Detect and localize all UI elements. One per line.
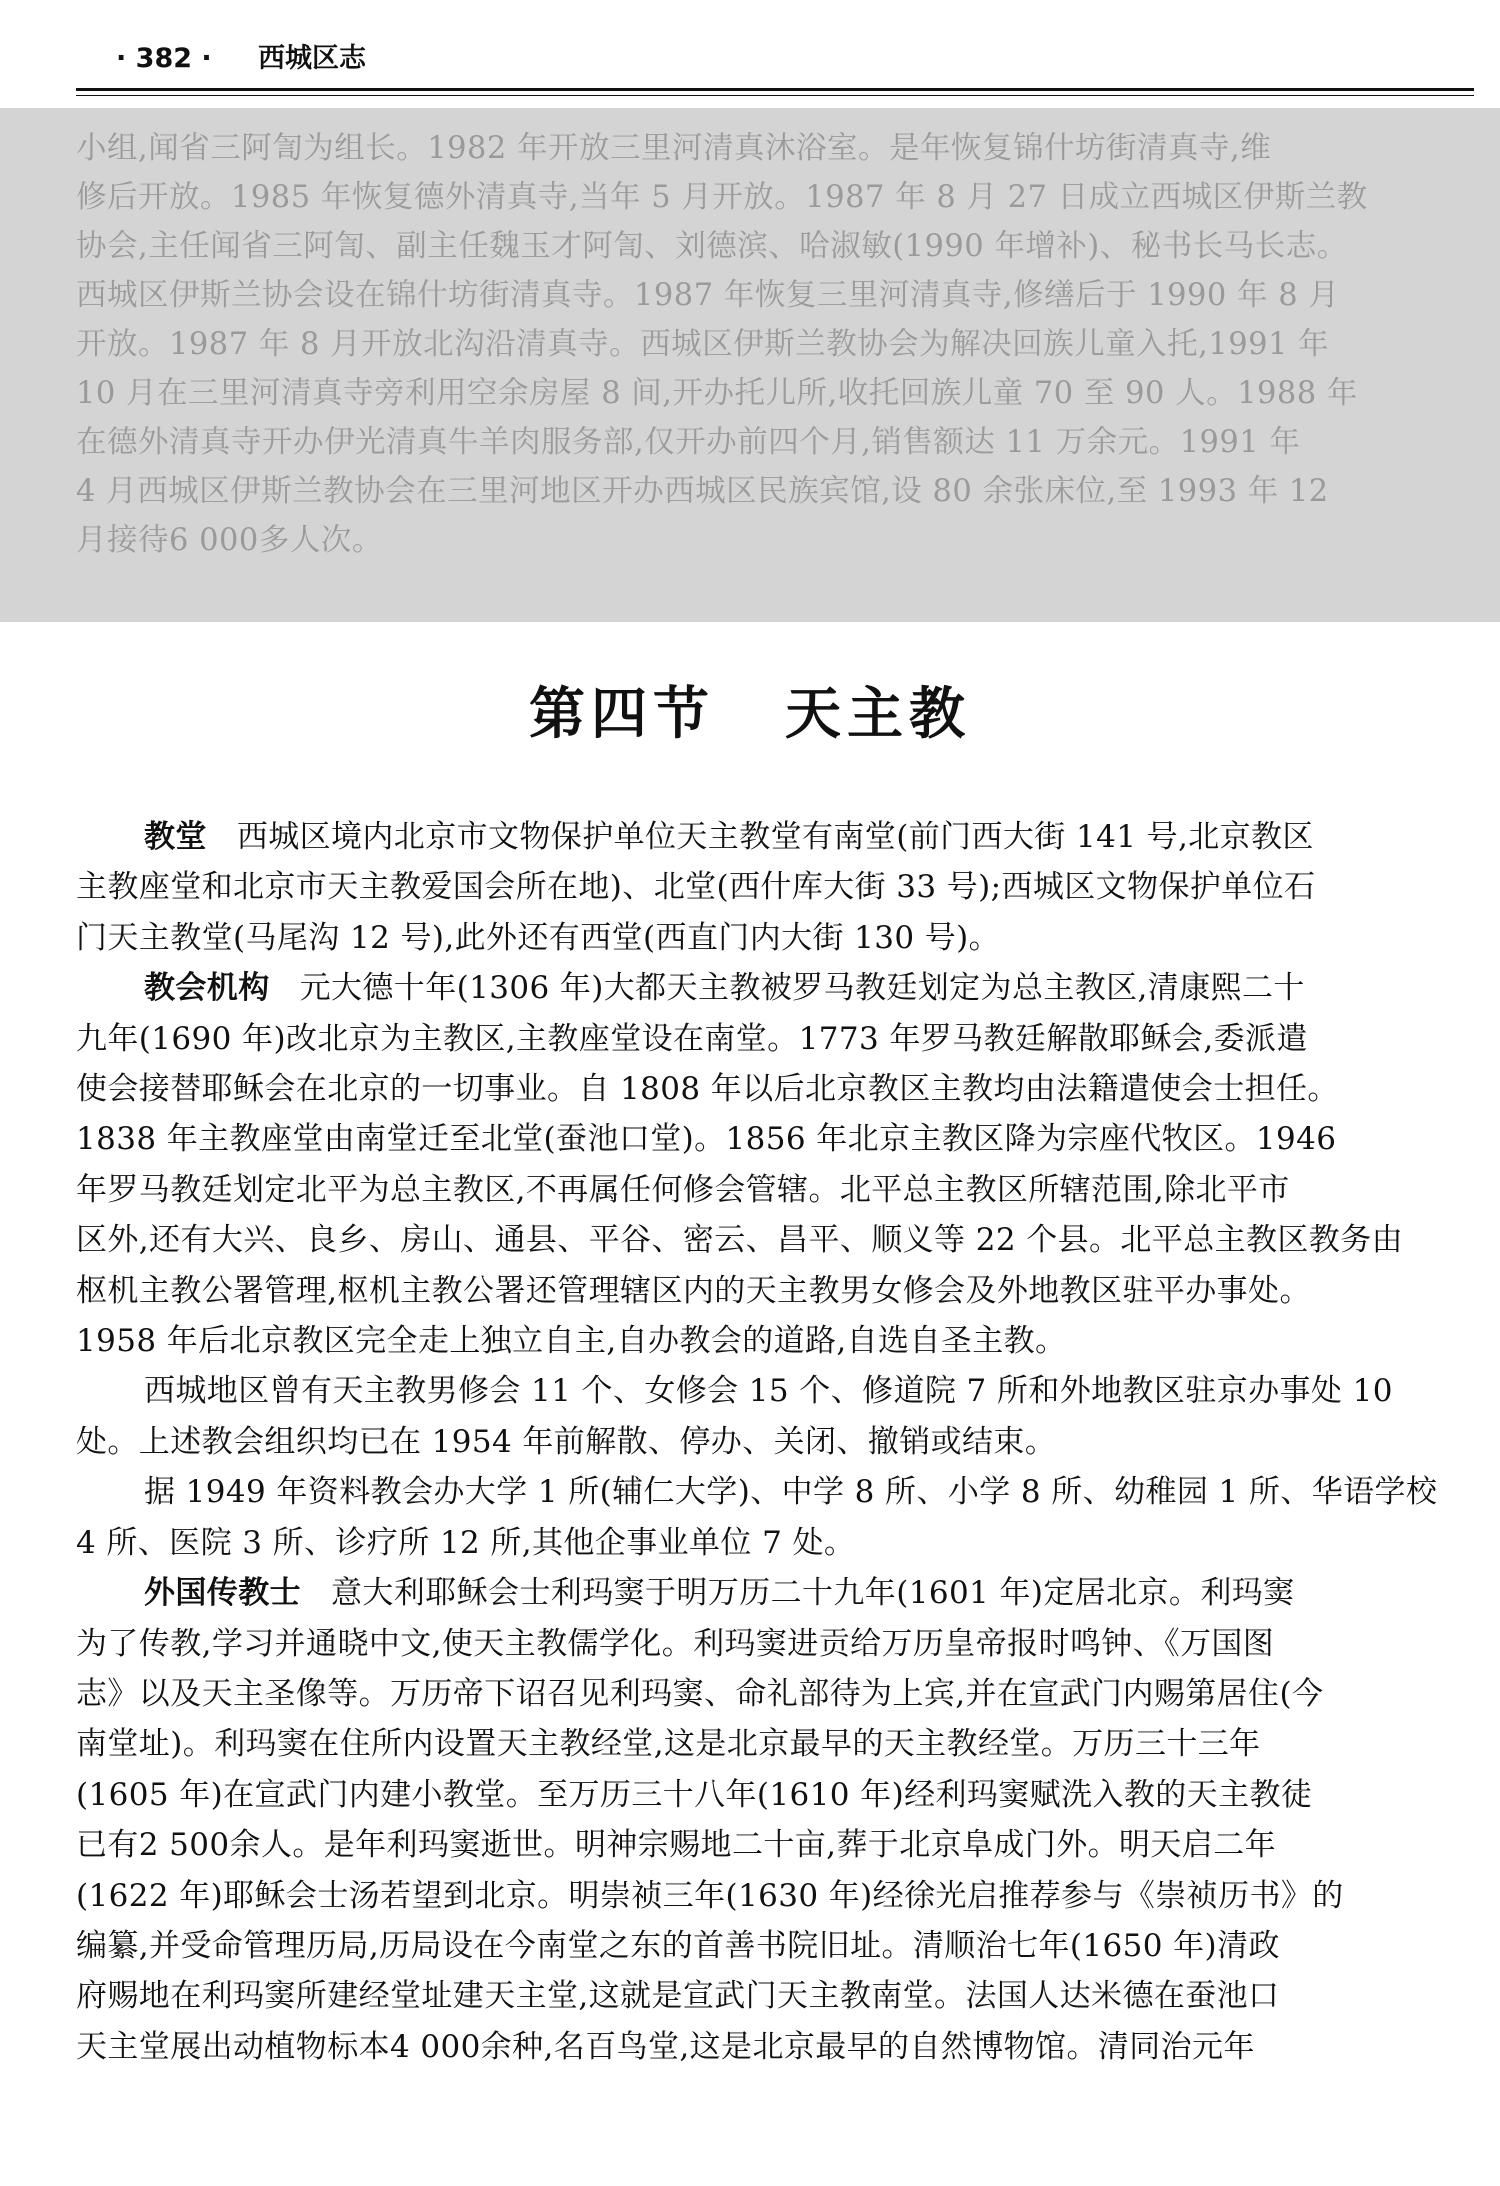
- running-header: [80, 36, 1470, 82]
- paragraph-missionary-line: 编纂,并受命管理历局,历局设在今南堂之东的首善书院旧址。清顺治七年(1650 年)清政: [76, 1927, 1280, 1964]
- paragraph-org-line: 年罗马教廷划定北平为总主教区,不再属任何修会管辖。北平总主教区所辖范围,除北平市: [76, 1171, 1290, 1208]
- body-text: [76, 812, 1474, 2072]
- paragraph-missionary-line: 为了传教,学习并通晓中文,使天主教儒学化。利玛窦进贡给万历皇帝报时鸣钟、《万国图: [76, 1625, 1275, 1662]
- paragraph-org-line: 区外,还有大兴、良乡、房山、通县、平谷、密云、昌平、顺义等 22 个县。北平总主教区教务由: [76, 1222, 1404, 1259]
- book-title: 西城区志: [258, 43, 366, 74]
- paragraph-schools-line: 据 1949 年资料教会办大学 1 所(辅仁大学)、中学 8 所、小学 8 所、幼稚园 1 所、华语学校: [144, 1474, 1438, 1511]
- keyword-churches: 教堂: [144, 819, 207, 855]
- text-line: 开放。1987 年 8 月开放北沟沿清真寺。西城区伊斯兰教协会为解决回族儿童入托,1991 年: [76, 327, 1330, 362]
- section-number: 第四节: [529, 681, 715, 747]
- text-line: 修后开放。1985 年恢复德外清真寺,当年 5 月开放。1987 年 8 月 27 日成立西城区伊斯兰教: [76, 180, 1368, 215]
- page-number: · 382 ·: [116, 43, 212, 74]
- text-line: 协会,主任闻省三阿訇、副主任魏玉才阿訇、刘德滨、哈淑敏(1990 年增补)、秘书长马长志。: [76, 229, 1348, 264]
- paragraph-missionary-line: 已有2 500余人。是年利玛窦逝世。明神宗赐地二十亩,葬于北京阜成门外。明天启二年: [76, 1827, 1276, 1864]
- paragraph-org-line: 使会接替耶稣会在北京的一切事业。自 1808 年以后北京教区主教均由法籍遣使会士担任。: [76, 1071, 1339, 1108]
- highlighted-paragraph-block: [0, 108, 1500, 622]
- paragraph-orders-line: 处。上述教会组织均已在 1954 年前解散、停办、关闭、撤销或结束。: [76, 1423, 1057, 1460]
- paragraph-churches-line: 教堂 西城区境内北京市文物保护单位天主教堂有南堂(前门西大街 141 号,北京教区: [144, 819, 1314, 855]
- paragraph-org-line: 九年(1690 年)改北京为主教区,主教座堂设在南堂。1773 年罗马教廷解散耶稣会,委派遣: [76, 1020, 1308, 1057]
- section-heading: [0, 670, 1500, 750]
- paragraph-missionary-line: (1605 年)在宣武门内建小教堂。至万历三十八年(1610 年)经利玛窦赋洗入教的天主教徒: [76, 1776, 1313, 1813]
- paragraph-missionary-line: 志》以及天主圣像等。万历帝下诏召见利玛窦、命礼部待为上宾,并在宣武门内赐第居住(今: [76, 1675, 1324, 1712]
- text-line: 月接待6 000多人次。: [76, 523, 383, 558]
- highlighted-paragraph: [76, 124, 1474, 565]
- text-line: 4 月西城区伊斯兰教协会在三里河地区开办西城区民族宾馆,设 80 余张床位,至 1993 年 12: [76, 474, 1329, 509]
- paragraph-missionary-line: (1622 年)耶稣会士汤若望到北京。明崇祯三年(1630 年)经徐光启推荐参与《崇祯历书》的: [76, 1877, 1344, 1914]
- paragraph-org-line: 1838 年主教座堂由南堂迁至北堂(蚕池口堂)。1856 年北京主教区降为宗座代牧区。1946: [76, 1121, 1337, 1158]
- paragraph-missionary-line: 天主堂展出动植物标本4 000余种,名百鸟堂,这是北京最早的自然博物馆。清同治元年: [76, 2028, 1255, 2065]
- text-line: 西城区伊斯兰协会设在锦什坊街清真寺。1987 年恢复三里河清真寺,修缮后于 1990 年 8 月: [76, 278, 1340, 313]
- paragraph-churches-line: 主教座堂和北京市天主教爱国会所在地)、北堂(西什库大街 33 号);西城区文物保护单位石: [76, 869, 1316, 906]
- paragraph-missionary-line: 府赐地在利玛窦所建经堂址建天主堂,这就是宣武门天主教南堂。法国人达米德在蚕池口: [76, 1978, 1280, 2015]
- paragraph-orders-line: 西城地区曾有天主教男修会 11 个、女修会 15 个、修道院 7 所和外地教区驻京办事处 10: [144, 1373, 1393, 1410]
- text-line: 10 月在三里河清真寺旁利用空余房屋 8 间,开办托儿所,收托回族儿童 70 至 90 人。1988 年: [76, 376, 1358, 411]
- text-line: 小组,闻省三阿訇为组长。1982 年开放三里河清真沐浴室。是年恢复锦什坊街清真寺,维: [76, 131, 1272, 166]
- keyword-org: 教会机构: [144, 970, 270, 1007]
- text-line: 在德外清真寺开办伊光清真牛羊肉服务部,仅开办前四个月,销售额达 11 万余元。1991 年: [76, 425, 1301, 460]
- section-name: 天主教: [785, 681, 971, 747]
- paragraph-org-line: 1958 年后北京教区完全走上独立自主,自办教会的道路,自选自圣主教。: [76, 1323, 1067, 1360]
- paragraph-churches-line: 门天主教堂(马尾沟 12 号),此外还有西堂(西直门内大街 130 号)。: [76, 919, 1001, 956]
- paragraph-schools-line: 4 所、医院 3 所、诊疗所 12 所,其他企事业单位 7 处。: [76, 1524, 856, 1561]
- paragraph-org-line: 教会机构 元大德十年(1306 年)大都天主教被罗马教廷划定为总主教区,清康熙二十: [144, 970, 1305, 1007]
- paragraph-missionary-line: 外国传教士 意大利耶稣会士利玛窦于明万历二十九年(1601 年)定居北京。利玛窦: [144, 1575, 1295, 1612]
- paragraph-missionary-line: 南堂址)。利玛窦在住所内设置天主教经堂,这是北京最早的天主教经堂。万历三十三年: [76, 1726, 1261, 1763]
- keyword-missionary: 外国传教士: [144, 1575, 301, 1612]
- header-rule-thick: [76, 88, 1474, 91]
- header-rule-thin: [76, 95, 1474, 96]
- paragraph-org-line: 枢机主教公署管理,枢机主教公署还管理辖区内的天主教男女修会及外地教区驻平办事处。: [76, 1272, 1311, 1309]
